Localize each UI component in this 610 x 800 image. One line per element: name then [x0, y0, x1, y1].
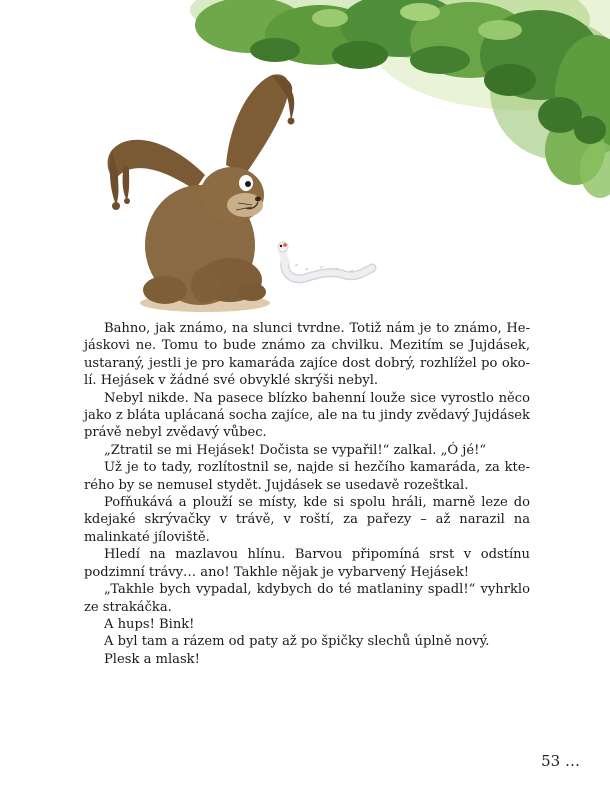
story-paragraph: Hledí na mazlavou hlínu. Barvou připomíná srst v odstínu podzimní trávy… ano! Takhle nějak je vybarvený Hejásek!	[84, 547, 530, 580]
story-paragraph: Bahno, jak známo, na slunci tvrdne. Totiž nám je to známo, Hejáskovi ne. Tomu to bude známo za chvilku. Mezitím se Jujdásek, ustaraný, jestli je pro kamaráda zajíce dost dobrý, rozhlížel po okolí. Hejásek v žádné své obvyklé skrýši nebyl.	[84, 321, 530, 389]
story-paragraph: Už je to tady, rozlítostnil se, najde si hezčího kamaráda, za kterého by se nemusel stydět. Jujdásek se usedavě rozeštkal.	[84, 460, 530, 493]
story-paragraph: Nebyl nikde. Na pasece blízko bahenní louže sice vyrostlo něco jako z bláta uplácaná socha zajíce, ale na tu jindy zvědavý Jujdásek právě nebyl zvědavý vůbec.	[84, 390, 530, 441]
story-paragraph: Plesk a mlask!	[104, 651, 200, 667]
illustration-art	[0, 0, 610, 320]
page-number: 53 …	[541, 752, 580, 770]
story-paragraph: Pofňukává a plouží se místy, kde si spolu hráli, marně leze do kdejaké skrývačky v trávě, v roští, za pařezy – až narazil na malinkaté jíloviště.	[84, 495, 530, 545]
story-paragraph: A byl tam a rázem od paty až po špičky slechů úplně nový.	[104, 634, 490, 650]
worm	[278, 242, 372, 279]
story-text	[84, 320, 530, 668]
hare	[108, 74, 295, 305]
story-paragraph: „Ztratil se mi Hejásek! Dočista se vypařil!“ zalkal. „Ó jé!“	[104, 442, 487, 458]
story-paragraph: A hups! Bink!	[104, 616, 195, 632]
illustration	[0, 0, 610, 320]
story-paragraph: „Takhle bych vypadal, kdybych do té matlaniny spadl!“ vyhrklo ze strakáčka.	[84, 582, 530, 615]
